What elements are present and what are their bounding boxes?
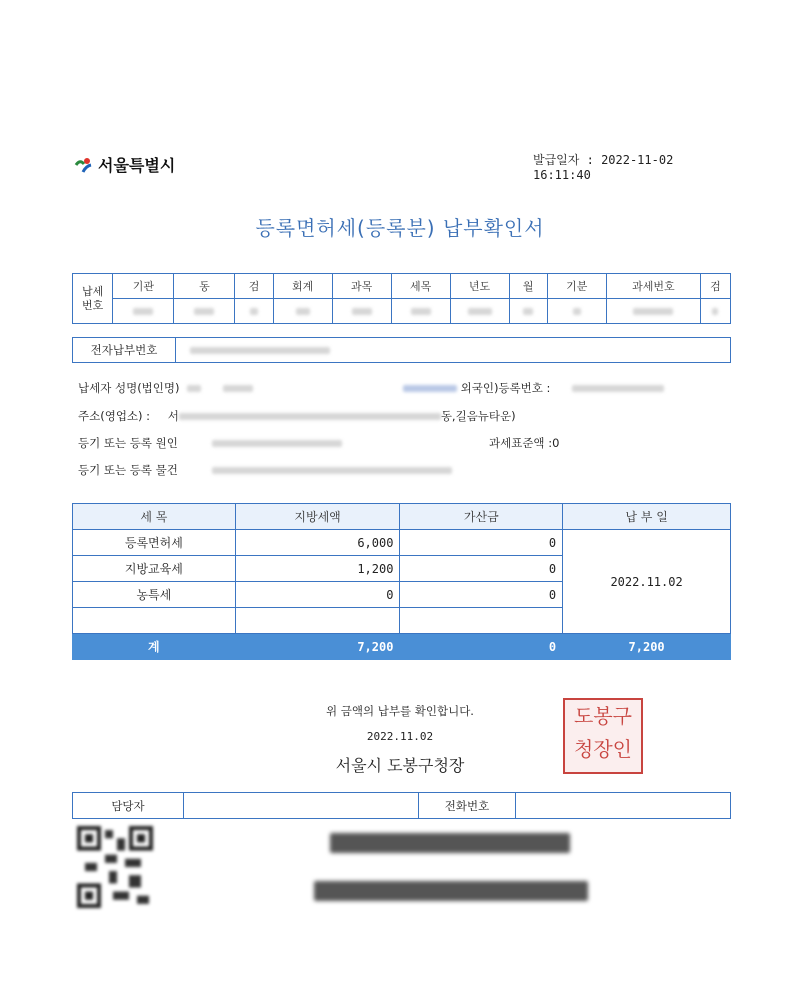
reason-label: 등기 또는 등록 원인 — [78, 436, 178, 450]
redacted-cell — [113, 299, 174, 324]
col-header: 월 — [509, 274, 547, 299]
redacted-cell — [174, 299, 235, 324]
object-label: 등기 또는 등록 물건 — [78, 463, 178, 477]
document-title: 등록면허세(등록분) 납부확인서 — [255, 216, 545, 240]
total-sum: 7,200 — [563, 634, 731, 660]
col-header: 검 — [700, 274, 730, 299]
seal-text-bottom: 청장인 — [574, 737, 632, 761]
tax-number-table — [72, 273, 731, 324]
col-header: 검 — [235, 274, 273, 299]
tax-amount: 6,000 — [235, 530, 400, 556]
electronic-payment-value — [176, 338, 730, 362]
redacted-cell — [547, 299, 606, 324]
tax-item-name: 지방교육세 — [73, 556, 236, 582]
address-prefix: 서 — [167, 409, 179, 423]
issue-info — [533, 153, 673, 183]
address-label: 주소(영업소) : — [78, 409, 151, 423]
redacted-cell — [700, 299, 730, 324]
issuer-name: 서울시 도봉구청장 — [335, 756, 465, 775]
col-header: 세 목 — [73, 504, 236, 530]
manager-value — [184, 793, 419, 818]
address-row — [78, 408, 516, 424]
penalty-amount: 0 — [400, 582, 563, 608]
reason-row — [78, 435, 342, 451]
total-penalty: 0 — [400, 634, 563, 660]
tax-amount: 0 — [235, 582, 400, 608]
issue-date: 2022-11-02 — [601, 153, 674, 167]
tax-amount — [235, 608, 400, 634]
electronic-payment-row — [72, 337, 731, 363]
table-row — [73, 530, 731, 556]
col-header: 동 — [174, 274, 235, 299]
col-header: 세목 — [391, 274, 450, 299]
redacted-cell — [391, 299, 450, 324]
taxpayer-name-row — [78, 380, 253, 396]
pay-date: 2022.11.02 — [563, 530, 731, 634]
col-header: 년도 — [450, 274, 509, 299]
tax-amount: 1,200 — [235, 556, 400, 582]
issue-time: 16:11:40 — [533, 168, 591, 182]
col-header: 납 부 일 — [563, 504, 731, 530]
electronic-payment-label: 전자납부번호 — [73, 338, 176, 362]
reg-number-label: 외국인)등록번호 : — [460, 381, 551, 395]
tax-item-name: 등록면허세 — [73, 530, 236, 556]
tax-item-name: 농특세 — [73, 582, 236, 608]
tax-standard-row — [489, 435, 559, 451]
col-header: 회계 — [273, 274, 332, 299]
object-row — [78, 462, 452, 478]
col-header: 기관 — [113, 274, 174, 299]
seoul-logo — [74, 153, 175, 176]
taxpayer-name-label: 납세자 성명(법인명) — [78, 381, 180, 395]
total-row — [73, 634, 731, 660]
col-header: 기분 — [547, 274, 606, 299]
barcode-top — [330, 833, 570, 853]
amount-table — [72, 503, 731, 660]
tax-standard-label: 과세표준액 : — [489, 436, 553, 450]
confirmation-text: 위 금액의 납부를 확인합니다. — [326, 704, 474, 718]
tax-number-label: 납세 번호 — [73, 274, 113, 324]
phone-label: 전화번호 — [419, 793, 516, 818]
col-header: 과목 — [332, 274, 391, 299]
phone-value — [516, 793, 730, 818]
barcode-bottom — [314, 881, 588, 901]
penalty-amount: 0 — [400, 556, 563, 582]
col-header: 지방세액 — [235, 504, 400, 530]
manager-label: 담당자 — [73, 793, 184, 818]
issue-label: 발급일자 : — [533, 153, 594, 167]
qr-code — [77, 826, 153, 908]
penalty-amount: 0 — [400, 530, 563, 556]
redacted-cell — [332, 299, 391, 324]
confirmation-date: 2022.11.02 — [366, 730, 434, 743]
total-label: 계 — [73, 634, 236, 660]
tax-standard-value: 0 — [552, 436, 560, 450]
redacted-cell — [273, 299, 332, 324]
tax-item-name — [73, 608, 236, 634]
official-seal — [563, 698, 643, 774]
seal-text-top: 도봉구 — [574, 704, 632, 728]
col-header: 과세번호 — [606, 274, 700, 299]
redacted-cell — [606, 299, 700, 324]
col-header: 가산금 — [400, 504, 563, 530]
seoul-logo-icon — [74, 156, 94, 174]
redacted-cell — [235, 299, 273, 324]
contact-row — [72, 792, 731, 819]
logo-text: 서울특별시 — [98, 156, 176, 175]
redacted-cell — [450, 299, 509, 324]
reg-number-row — [403, 380, 664, 396]
penalty-amount — [400, 608, 563, 634]
address-suffix: 동,길음뉴타운) — [440, 409, 516, 423]
total-tax: 7,200 — [235, 634, 400, 660]
redacted-cell — [509, 299, 547, 324]
